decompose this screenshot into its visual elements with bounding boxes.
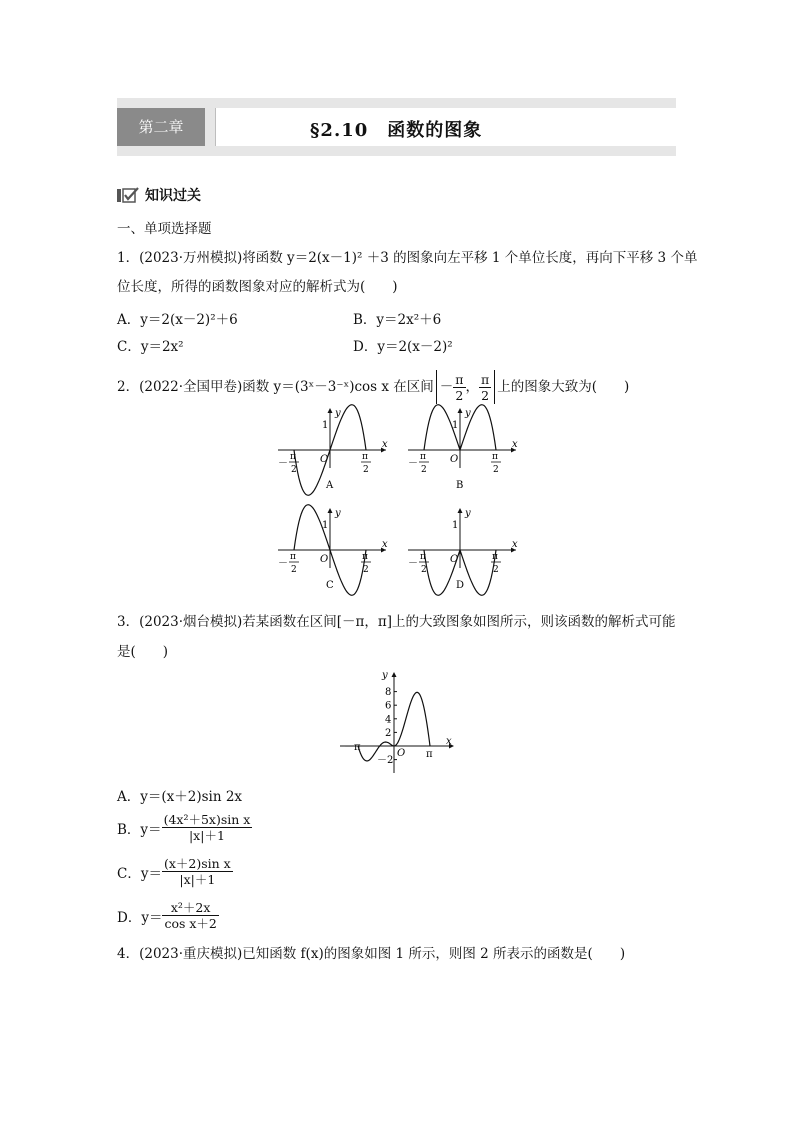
q1-option-a: A．y＝2(x－2)²＋6 xyxy=(117,312,238,328)
chapter-label: 第二章 xyxy=(117,108,205,146)
y-axis-arrow-icon xyxy=(458,408,463,413)
q3-option-b: B．y＝ $\frac{\text{(4x²＋5x)sin x}}{|x|+1}$ xyxy=(117,812,251,843)
q3-option-d: D．y＝ $\frac{\text{x²＋2x}}{\text{cos x＋2}}$ xyxy=(117,900,217,931)
tick-two-left: 2 xyxy=(421,565,427,575)
q1-line1: 1．(2023·万州模拟)将函数 y＝2(x－1)² ＋3 的图象向左平移 1 个单位长度，再向下平移 3 个单 xyxy=(117,250,698,266)
tick-minus: － xyxy=(278,458,288,469)
y-axis-label: y xyxy=(335,408,341,419)
section-heading xyxy=(117,185,201,205)
x-axis-label: x xyxy=(382,539,388,550)
y-axis-label: y xyxy=(465,508,471,519)
q3-option-a: A．y＝(x＋2)sin 2x xyxy=(117,789,243,805)
tick-two-left: 2 xyxy=(421,465,427,475)
q3-graph xyxy=(336,668,460,778)
q4-line1: 4．(2023·重庆模拟)已知函数 f(x)的图象如图 1 所示，则图 2 所表示的函数是( ) xyxy=(117,946,626,962)
tick-two-right: 2 xyxy=(363,465,369,475)
q1-line2: 位长度，所得的函数图象对应的解析式为( ) xyxy=(117,279,398,295)
tick-pi-right: π xyxy=(492,452,498,462)
q2-pre: 2．(2022·全国甲卷)函数 y＝(3ˣ－3⁻ˣ)cos x 在区间 xyxy=(117,379,434,395)
tick-two-left: 2 xyxy=(291,565,297,575)
y-axis-arrow-icon xyxy=(328,508,333,513)
graph-label: B xyxy=(456,480,464,491)
graph-label: A xyxy=(326,480,334,491)
checkmark-icon xyxy=(117,187,139,203)
origin-label: O xyxy=(397,748,406,759)
tick-pi-left: π xyxy=(290,552,296,562)
tick-two-right: 2 xyxy=(493,465,499,475)
y-tick-label: 8 xyxy=(385,687,392,699)
q1-option-d: D．y＝2(x－2)² xyxy=(353,339,453,355)
tick-label-1: 1 xyxy=(322,420,329,431)
tick-label-1: 1 xyxy=(322,520,329,531)
y-axis-label: y xyxy=(465,408,471,419)
q2-line xyxy=(117,370,629,404)
graph-label: D xyxy=(456,580,465,591)
tick-minus: － xyxy=(408,458,418,469)
origin-label: O xyxy=(320,554,329,565)
q1-option-b: B．y＝2x²＋6 xyxy=(353,312,442,328)
q3-line2: 是( ) xyxy=(117,644,169,660)
q1-option-c: C．y＝2x² xyxy=(117,339,184,355)
graph-label: C xyxy=(326,580,334,591)
tick-pi-left: π xyxy=(420,552,426,562)
y-tick-label: 4 xyxy=(385,714,392,726)
x-axis-label: x xyxy=(512,539,518,550)
tick-minus: － xyxy=(408,558,418,569)
q2-post: 上的图象大致为( ) xyxy=(497,379,630,395)
tick-two-right: 2 xyxy=(493,565,499,575)
tick-two-right: 2 xyxy=(363,565,369,575)
y-axis-label: y xyxy=(382,670,388,681)
tick-pi-right: π xyxy=(362,452,368,462)
y-tick-label: 6 xyxy=(385,700,392,712)
origin-label: O xyxy=(320,454,329,465)
origin-label: O xyxy=(450,454,459,465)
tick-pi-left: π xyxy=(420,452,426,462)
x-axis-label: x xyxy=(512,439,518,450)
x-axis-label: x xyxy=(446,736,452,747)
q3-line1: 3．(2023·烟台模拟)若某函数在区间[－π，π]上的大致图象如图所示，则该函数的解析式可能 xyxy=(117,614,676,630)
y-tick-label: 2 xyxy=(385,727,392,739)
tick-label-1: 1 xyxy=(452,520,459,531)
tick-two-left: 2 xyxy=(291,465,297,475)
page-title: §2.10 函数的图象 xyxy=(310,120,483,141)
y-axis-arrow-icon xyxy=(392,672,397,677)
q2-interval: － $\frac{\pi}{2}$ ， $\frac{\pi}{2}$ xyxy=(436,370,495,404)
tick-pi-left: π xyxy=(290,452,296,462)
y-axis-arrow-icon xyxy=(458,508,463,513)
q3-option-c: C．y＝ $\frac{\text{(x＋2)sin x}}{|x|+1}$ xyxy=(117,856,231,887)
tick-minus: － xyxy=(278,558,288,569)
tick-label-1: 1 xyxy=(452,420,459,431)
y-axis-label: y xyxy=(335,508,341,519)
part-heading: 一、单项选择题 xyxy=(117,221,212,237)
neg-pi-label: －π xyxy=(344,742,361,753)
y-axis-arrow-icon xyxy=(328,408,333,413)
y-tick-label: －2 xyxy=(377,755,394,767)
x-axis-label: x xyxy=(382,439,388,450)
origin-label: O xyxy=(450,554,459,565)
pi-label: π xyxy=(426,749,433,760)
tick-pi-right: π xyxy=(492,552,498,562)
tick-pi-right: π xyxy=(362,552,368,562)
q2-graphs xyxy=(270,400,530,600)
section-title: 知识过关 xyxy=(145,188,201,204)
